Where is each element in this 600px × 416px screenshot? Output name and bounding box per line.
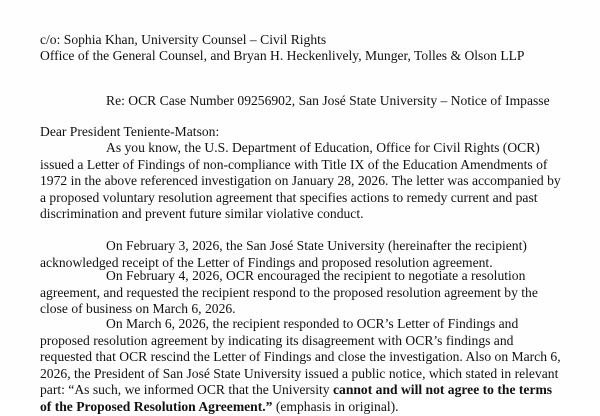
paragraph-3 (40, 268, 562, 318)
salutation: Dear President Teniente-Matson: (40, 124, 220, 139)
paragraph-1-text: As you know, the U.S. Department of Education, Office for Civil Rights (OCR) issued a Letter of Findings of non-compliance with Title IX of the Education Amendments of 1972 in the above referenced investigation on January 28, 2026. The letter was accompanied by a proposed voluntary resolution agreement that specifies actions to remedy current and past discrimination and prevent future similar violative conduct. (40, 140, 561, 222)
paragraph-4 (40, 316, 562, 416)
paragraph-4-tail: (emphasis in original). (275, 398, 399, 414)
paragraph-2 (40, 238, 562, 271)
paragraph-1 (40, 140, 562, 223)
re-line: Re: OCR Case Number 09256902, San José State University – Notice of Impasse (106, 93, 550, 108)
paragraph-3-text: On February 4, 2026, OCR encouraged the recipient to negotiate a resolution agreement, and requested the recipient respond to the proposed resolution agreement by the close of business on March 6, 2026. (40, 268, 538, 317)
paragraph-4-emphasis: cannot and will not agree to the terms of the Proposed Resolution Agreement.” (40, 382, 553, 414)
paragraph-2-text: On February 3, 2026, the San José State University (hereinafter the recipient) acknowledged receipt of the Letter of Findings and proposed resolution agreement. (40, 238, 527, 270)
paragraph-4-text: On March 6, 2026, the recipient responded to OCR’s Letter of Findings and proposed resolution agreement by indicating its disagreement with OCR’s findings and requested that OCR rescind the Letter of Findings and close the investigation. Also on March 6, 2026, the President of San José State University issued a public notice, which stated in relevant part: “As such, we informed OCR that the University (40, 316, 561, 398)
cc-line-1: c/o: Sophia Khan, University Counsel – Civil Rights (40, 32, 327, 47)
cc-line-2: Office of the General Counsel, and Bryan H. Heckenlively, Munger, Tolles & Olson LLP (40, 48, 525, 63)
